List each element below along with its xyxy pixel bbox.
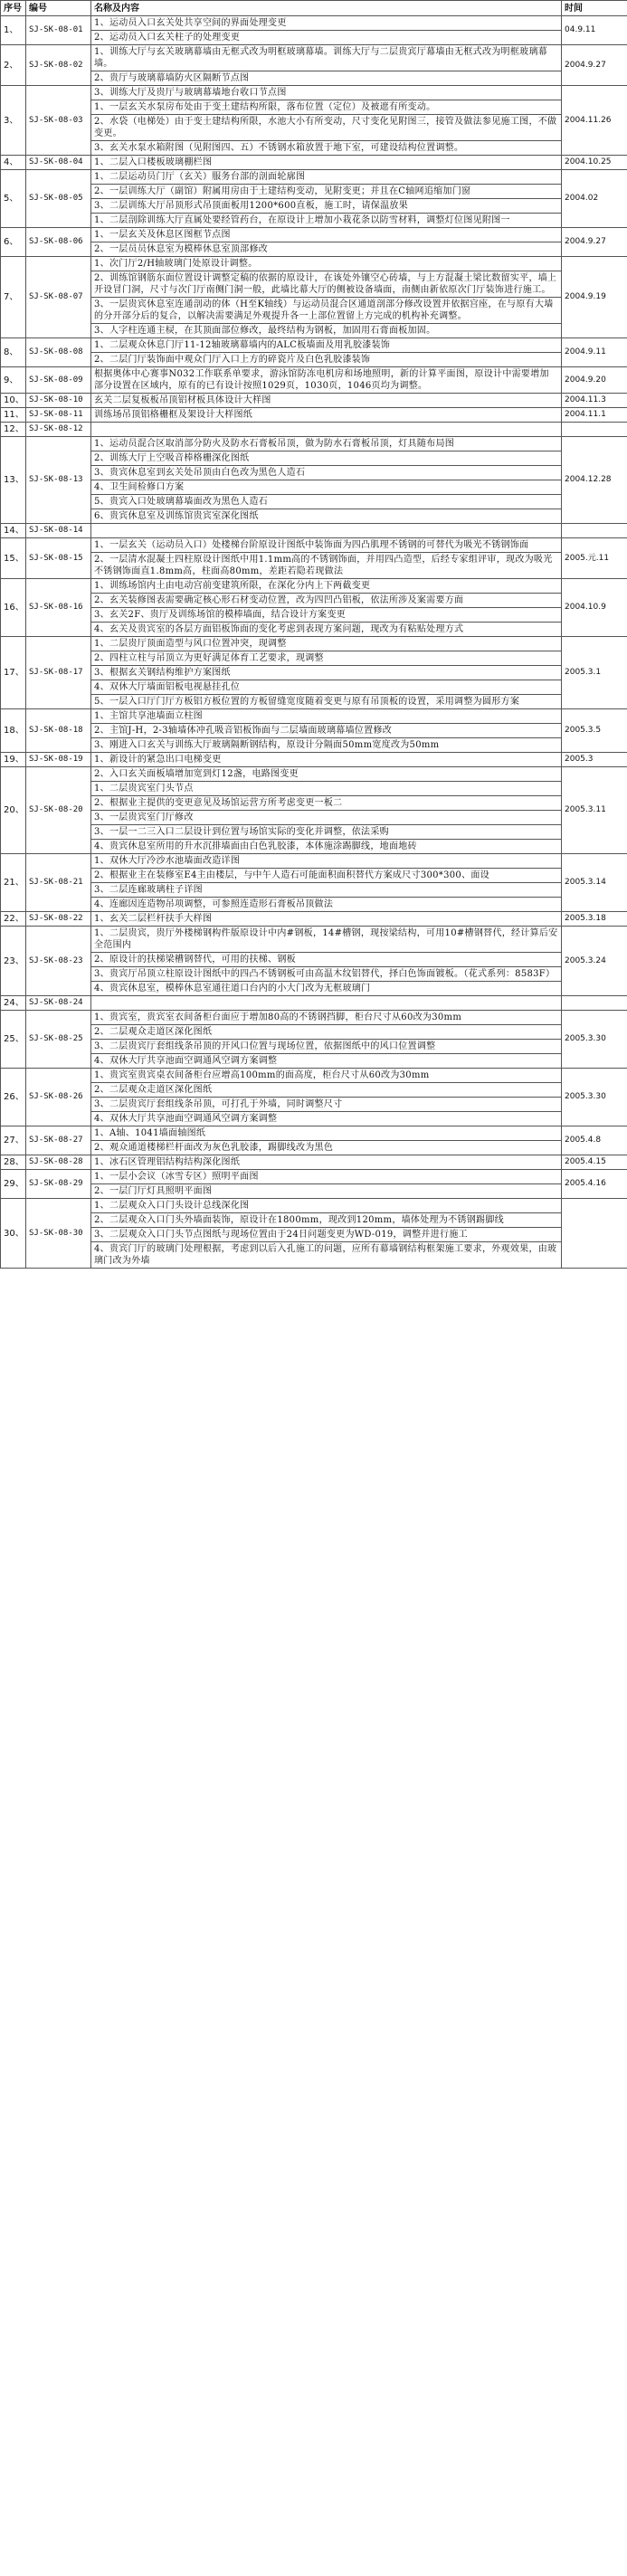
row-number: 8、 — [1, 338, 26, 367]
row-number: 10、 — [1, 394, 26, 408]
row-number: 29、 — [1, 1170, 26, 1199]
table-row — [1, 1170, 627, 1184]
row-content-item: 4、连廊因连造物吊项调整，可参照连造形石膏板吊顶做法 — [91, 898, 562, 912]
table-row — [1, 141, 627, 156]
table-row — [1, 257, 627, 271]
row-time: 2004.9.19 — [562, 257, 627, 338]
row-content-item: 1、贵宾室，贵宾室衣间备柜台面应于增加80高的不锈钢挡脚，柜台尺寸从60改为30mm — [91, 1011, 562, 1025]
row-code: SJ-SK-08-14 — [26, 524, 91, 538]
row-number: 3、 — [1, 86, 26, 156]
table-row — [1, 1228, 627, 1242]
row-content-item — [91, 996, 562, 1011]
row-content-item: 3、训练大厅及贵厅与玻璃幕墙地台收口节点图 — [91, 86, 562, 100]
row-content-item: 3、人字柱连通主棂，在其顶面部位修改，最终结构为钢板，加固用石膏面板加固。 — [91, 324, 562, 338]
table-row — [1, 996, 627, 1011]
header-row — [1, 1, 627, 16]
row-content-item: 2、一层训练大厅（副馆）附属用房由于土建结构变动，见附变更；并且在C轴网追缩加门窗 — [91, 185, 562, 199]
row-number: 26、 — [1, 1069, 26, 1126]
row-number: 27、 — [1, 1126, 26, 1155]
row-number: 12、 — [1, 423, 26, 437]
table-row — [1, 1025, 627, 1040]
row-content-item: 训练场吊顶铝格栅框及架设计大样图纸 — [91, 408, 562, 423]
row-content-item: 2、主馆J-H，2-3轴墙体冲孔吸音铝板饰面与二层墙面玻璃幕墙位置修改 — [91, 724, 562, 738]
table-row — [1, 466, 627, 480]
row-time: 2005.3.30 — [562, 1069, 627, 1126]
row-number: 15、 — [1, 538, 26, 579]
row-content-item: 1、A轴、1041墙面轴图纸 — [91, 1126, 562, 1141]
row-time: 2004.9.11 — [562, 338, 627, 367]
table-row — [1, 452, 627, 466]
row-content-item: 3、玄关2F、贵厅及训练场馆的模棒墙面，结合设计方案变更 — [91, 608, 562, 623]
row-content-item: 根据奥体中心赛事N032工作联系单要求，游泳馆防冻电机房和场地照明，新的计算平面图，原设计中需要增加部分设置在区域内，原有的已有设计按照1029页，1030页，1046页均为调整。 — [91, 367, 562, 394]
row-content-item: 1、训练大厅与玄关玻璃幕墙由无框式改为明框玻璃幕墙。训练大厅与二层贵宾厅幕墙由无框式改为明框玻璃幕墙。 — [91, 45, 562, 71]
row-content-item: 2、水袋（电梯处）由于变土建结构所限，水池大小有所变动，尺寸变化见附图三，接管及做法参见施工图，不做变更。 — [91, 115, 562, 141]
row-time: 2004.10.9 — [562, 579, 627, 637]
row-code: SJ-SK-08-26 — [26, 1069, 91, 1126]
row-number: 23、 — [1, 927, 26, 996]
row-content-item: 1、次门厅2/H轴玻璃门处原设计调整。 — [91, 257, 562, 271]
row-content-item: 2、四柱立柱与吊顶立为更好满足体育工艺要求，现调整 — [91, 651, 562, 666]
row-time — [562, 996, 627, 1011]
row-content-item: 2、根据业主提供的变更意见及场馆运营方所考虑变更一板二 — [91, 796, 562, 811]
row-code: SJ-SK-08-29 — [26, 1170, 91, 1199]
row-content-item: 4、贵宾休息室所用的升水沉排墙面由白色乳胶漆，本体施涂踢脚线，地面地砖 — [91, 840, 562, 854]
drawing-change-register — [0, 0, 627, 1269]
row-content-item: 1、二层入口楼板玻璃棚栏图 — [91, 156, 562, 170]
table-row — [1, 967, 627, 982]
table-row — [1, 1112, 627, 1126]
row-time: 2005.4.15 — [562, 1155, 627, 1170]
row-time: 2005.元.11 — [562, 538, 627, 579]
row-content-item: 2、二层门厅装饰面中观众门厅入口上方的碎瓷片及白色乳胶漆装饰 — [91, 353, 562, 367]
table-row — [1, 825, 627, 840]
table-row — [1, 423, 627, 437]
table-row — [1, 271, 627, 298]
header-no: 序号 — [1, 1, 26, 16]
row-time: 2004.11.3 — [562, 394, 627, 408]
row-time: 04.9.11 — [562, 16, 627, 45]
table-row — [1, 437, 627, 452]
row-code: SJ-SK-08-22 — [26, 912, 91, 927]
table-row — [1, 637, 627, 651]
row-time: 2005.4.16 — [562, 1170, 627, 1199]
row-number: 19、 — [1, 753, 26, 767]
row-time: 2004.10.25 — [562, 156, 627, 170]
header-code: 编号 — [26, 1, 91, 16]
row-content-item: 4、贵宾门厅的玻璃门处理根据，考虑到以后入孔施工的问题，应所有幕墙钢结构框架施工要求，外观效果，由玻璃门改为外墙 — [91, 1242, 562, 1269]
table-row — [1, 623, 627, 637]
table-row — [1, 170, 627, 185]
header-content: 名称及内容 — [91, 1, 562, 16]
table-row — [1, 495, 627, 509]
table-row — [1, 724, 627, 738]
table-row — [1, 1126, 627, 1141]
row-content-item: 3、贵宾厅吊顶立柱原设计图纸中的四凸不锈钢板可由高温木纹铝替代，择白色饰面镀板。（花式系列：8583F） — [91, 967, 562, 982]
row-content-item: 3、二层贵宾厅套组线条吊顶，可打孔于外墙，同时调整尺寸 — [91, 1098, 562, 1112]
row-time: 2004.9.27 — [562, 45, 627, 86]
row-code: SJ-SK-08-04 — [26, 156, 91, 170]
row-time: 2005.3.24 — [562, 927, 627, 996]
table-row — [1, 594, 627, 608]
table-row — [1, 854, 627, 869]
row-content-item: 3、一层一二三入口二层设计到位置与场馆实际的变化并调整，依法采购 — [91, 825, 562, 840]
table-row — [1, 869, 627, 883]
row-time: 2004.11.26 — [562, 86, 627, 156]
row-time: 2004.02 — [562, 170, 627, 228]
table-row — [1, 86, 627, 100]
row-number: 28、 — [1, 1155, 26, 1170]
row-time: 2005.3 — [562, 753, 627, 767]
row-content-item: 3、贵宾休息室到玄关处吊顶由白色改为黑色人造石 — [91, 466, 562, 480]
row-content-item: 1、二层贵宾室门头节点 — [91, 782, 562, 796]
row-number: 1、 — [1, 16, 26, 45]
table-row — [1, 782, 627, 796]
table-row — [1, 738, 627, 753]
row-content-item: 2、玄关装修图表需要确定核心形石材变动位置，改为四凹凸铝板，依法所涉及案需要方面 — [91, 594, 562, 608]
table-row — [1, 1141, 627, 1155]
row-time — [562, 1199, 627, 1269]
table-row — [1, 1242, 627, 1269]
table-body — [1, 16, 627, 1269]
table-row — [1, 298, 627, 324]
row-time: 2005.3.14 — [562, 854, 627, 912]
row-content-item: 1、冰石区管理铝结构结构深化图纸 — [91, 1155, 562, 1170]
table-row — [1, 1011, 627, 1025]
row-code: SJ-SK-08-27 — [26, 1126, 91, 1155]
row-content-item: 2、训练大厅上空吸音棒格栅深化图纸 — [91, 452, 562, 466]
table-row — [1, 45, 627, 71]
row-number: 2、 — [1, 45, 26, 86]
row-content-item: 2、入口玄关面板墙增加宽到灯12盏，电路图变更 — [91, 767, 562, 782]
row-code: SJ-SK-08-25 — [26, 1011, 91, 1069]
table-row — [1, 367, 627, 394]
row-content-item: 1、运动员入口玄关处共享空间的界面处理变更 — [91, 16, 562, 31]
row-time: 2004.12.28 — [562, 437, 627, 524]
row-code: SJ-SK-08-15 — [26, 538, 91, 579]
table-row — [1, 1199, 627, 1213]
row-code: SJ-SK-08-06 — [26, 228, 91, 257]
row-number: 16、 — [1, 579, 26, 637]
row-content-item: 1、训练场馆内土由电动宫前变建筑所限，在深化分内上下两截变更 — [91, 579, 562, 594]
table-row — [1, 898, 627, 912]
row-time: 2004.9.20 — [562, 367, 627, 394]
row-code: SJ-SK-08-17 — [26, 637, 91, 709]
row-content-item — [91, 524, 562, 538]
row-content-item: 5、贵宾入口处玻璃幕墙面改为黑色人造石 — [91, 495, 562, 509]
table-row — [1, 666, 627, 680]
table-row — [1, 1069, 627, 1083]
row-code: SJ-SK-08-24 — [26, 996, 91, 1011]
table-row — [1, 811, 627, 825]
row-content-item: 1、新设计的紧急出口电梯变更 — [91, 753, 562, 767]
row-content-item: 4、卫生间检修口方案 — [91, 480, 562, 495]
row-content-item: 2、原设计的扶梯梁槽钢替代，可用的扶梯、钢板 — [91, 953, 562, 967]
row-time: 2005.3.11 — [562, 767, 627, 854]
row-code: SJ-SK-08-18 — [26, 709, 91, 753]
row-time — [562, 423, 627, 437]
table-row — [1, 1184, 627, 1199]
row-number: 14、 — [1, 524, 26, 538]
row-code: SJ-SK-08-09 — [26, 367, 91, 394]
row-number: 9、 — [1, 367, 26, 394]
table-row — [1, 31, 627, 45]
table-row — [1, 651, 627, 666]
row-content-item: 3、玄关水泵水箱附图（见附图四、五）不锈钢水箱放置于地下室，可建设结构位置调整。 — [91, 141, 562, 156]
row-content-item: 2、根据业主在装修室E4主由楼层，与中午人造石可能面积面积替代方案成尺寸300*300、面设 — [91, 869, 562, 883]
row-number: 25、 — [1, 1011, 26, 1069]
table-row — [1, 509, 627, 524]
row-content-item: 3、二层连廊玻璃柱子详图 — [91, 883, 562, 898]
row-number: 18、 — [1, 709, 26, 753]
row-content-item: 1、二层贵厅顶面造型与风口位置冲突，现调整 — [91, 637, 562, 651]
table-row — [1, 796, 627, 811]
row-time: 2005.3.30 — [562, 1011, 627, 1069]
row-content-item: 1、贵宾室贵宾桌衣间备柜台应增高100mm的面高度，柜台尺寸从60改为30mm — [91, 1069, 562, 1083]
table-row — [1, 408, 627, 423]
row-content-item: 2、一层清水混凝土四柱原设计图纸中用1.1mm高的不锈钢饰面，并用四凸造型，后经专家组评审，现改为吸光不锈钢饰面直1.8mm高，柱面高80mm，差距若隐若现做法 — [91, 553, 562, 579]
table-row — [1, 753, 627, 767]
table-row — [1, 1054, 627, 1069]
table-row — [1, 115, 627, 141]
row-content-item: 1、双休大厅冷沙水池墙面改造详图 — [91, 854, 562, 869]
row-content-item: 1、二层观众休息门厅11-12轴玻璃幕墙内的ALC板墙面及用乳胶漆装饰 — [91, 338, 562, 353]
row-code: SJ-SK-08-20 — [26, 767, 91, 854]
row-code: SJ-SK-08-28 — [26, 1155, 91, 1170]
row-number: 21、 — [1, 854, 26, 912]
row-content-item: 1、二层运动员门厅（玄关）服务台部的剖面轮廓图 — [91, 170, 562, 185]
row-time: 2005.3.18 — [562, 912, 627, 927]
row-content-item: 4、玄关及贵宾室的各层方面铝板饰面的变化考虑到表现方案问题，现改为有粘贴处理方式 — [91, 623, 562, 637]
table-row — [1, 709, 627, 724]
row-code: SJ-SK-08-08 — [26, 338, 91, 367]
table-row — [1, 156, 627, 170]
table-row — [1, 1040, 627, 1054]
row-code: SJ-SK-08-21 — [26, 854, 91, 912]
row-number: 4、 — [1, 156, 26, 170]
row-content-item: 4、双休大厅共享池面空调通风空调方案调整 — [91, 1112, 562, 1126]
row-content-item: 2、二层观众入口门头外墙面装饰，原设计在1800mm，现改到120mm，墙体处理为不锈钢踢脚线 — [91, 1213, 562, 1228]
table-row — [1, 338, 627, 353]
row-content-item: 2、一层员员休息室为模棒休息室顶部修改 — [91, 242, 562, 257]
row-content-item: 2、二层观众走道区深化图纸 — [91, 1025, 562, 1040]
row-number: 5、 — [1, 170, 26, 228]
row-content-item: 玄关二层复板板吊顶铝材板具体设计大样图 — [91, 394, 562, 408]
table-row — [1, 242, 627, 257]
header-time: 时间 — [562, 1, 627, 16]
row-content-item: 3、刚进入口玄关与训练大厅玻璃隔断钢结构，原设计分隔面50mm宽度改为50mm — [91, 738, 562, 753]
table-row — [1, 1213, 627, 1228]
row-number: 13、 — [1, 437, 26, 524]
row-number: 7、 — [1, 257, 26, 338]
row-content-item: 1、一层玄关水泵房布处由于变土建结构所限，落布位置（定位）及被遮有所变动。 — [91, 100, 562, 115]
row-content-item: 2、二层观众走道区深化图纸 — [91, 1083, 562, 1098]
table-row — [1, 579, 627, 594]
row-content-item: 5、一层入口厅门厅方板铝方板位置的方板留缝宽度随着变更与原有吊顶板的设置，采用调整为圆形方案 — [91, 695, 562, 709]
row-code: SJ-SK-08-07 — [26, 257, 91, 338]
table-row — [1, 1098, 627, 1112]
table-row — [1, 228, 627, 242]
table-row — [1, 524, 627, 538]
row-number: 11、 — [1, 408, 26, 423]
row-content-item: 3、一层贵宾休息室连通剖动的体（H至K轴线）与运动员混合区通道剖部分修改设置并依据宫座，在与原有大墙的分开部分后的复合，以解决需要满足外观提升各一上部位置留上方完成的机构补充调整。 — [91, 298, 562, 324]
row-number: 6、 — [1, 228, 26, 257]
row-content-item: 1、二层贵宾，贵厅外楼梯钢构件版原设计中内#钢板，14#槽钢，现按梁结构，可用10#槽钢替代，经计算后安全范围内 — [91, 927, 562, 953]
row-code: SJ-SK-08-23 — [26, 927, 91, 996]
row-content-item: 2、一层门厅灯具照明平面图 — [91, 1184, 562, 1199]
row-content-item: 3、二层训练大厅吊顶形式吊顶面板用1200*600直板，施工时，请保温放果 — [91, 199, 562, 214]
table-row — [1, 71, 627, 86]
table-row — [1, 883, 627, 898]
row-content-item: 3、一层贵宾室门厅修改 — [91, 811, 562, 825]
row-content-item: 1、一层小会议（冰雪专区）照明平面图 — [91, 1170, 562, 1184]
table-row — [1, 912, 627, 927]
table-row — [1, 982, 627, 996]
table-row — [1, 680, 627, 695]
row-code: SJ-SK-08-12 — [26, 423, 91, 437]
row-content-item: 3、根据玄关钢结构维护方案图纸 — [91, 666, 562, 680]
table-row — [1, 927, 627, 953]
row-code: SJ-SK-08-30 — [26, 1199, 91, 1269]
row-time: 2004.9.27 — [562, 228, 627, 257]
row-time: 2005.4.8 — [562, 1126, 627, 1155]
table-row — [1, 214, 627, 228]
row-content-item: 4、贵宾休息室，模棒休息室通往道口台内的小大门改为无框玻璃门 — [91, 982, 562, 996]
row-code: SJ-SK-08-02 — [26, 45, 91, 86]
row-content-item: 1、二层剖除训练大厅直属处要经管药台，在原设计上增加小栽花条以防雪材料，调整灯位图见附图一 — [91, 214, 562, 228]
row-number: 20、 — [1, 767, 26, 854]
row-content-item: 1、主馆共享池墙面立柱图 — [91, 709, 562, 724]
row-content-item: 2、训练馆钢筋东面位置设计调整定稿的依据的原设计，在该处外镶空心砖墙，与上方混凝土梁比数留实平，墙上开设冒门洞，尺寸与次门厅南侧门洞一般，此墙比幕大厅的侧被设备墙面，南侧由新依原次门厅装饰进行施工。 — [91, 271, 562, 298]
row-number: 22、 — [1, 912, 26, 927]
table-row — [1, 840, 627, 854]
table-row — [1, 394, 627, 408]
row-code: SJ-SK-08-13 — [26, 437, 91, 524]
table-row — [1, 100, 627, 115]
row-time: 2004.11.1 — [562, 408, 627, 423]
table-row — [1, 953, 627, 967]
table-row — [1, 185, 627, 199]
row-code: SJ-SK-08-19 — [26, 753, 91, 767]
row-content-item — [91, 423, 562, 437]
row-number: 17、 — [1, 637, 26, 709]
row-content-item: 6、贵宾休息室及训练馆贵宾室深化图纸 — [91, 509, 562, 524]
table-row — [1, 480, 627, 495]
row-content-item: 3、二层贵宾厅套组线条吊顶的开风口位置与现场位置，依据图纸中的风口位置调整 — [91, 1040, 562, 1054]
row-code: SJ-SK-08-05 — [26, 170, 91, 228]
row-number: 30、 — [1, 1199, 26, 1269]
table-row — [1, 1155, 627, 1170]
table-row — [1, 553, 627, 579]
row-time: 2005.3.1 — [562, 637, 627, 709]
table-row — [1, 199, 627, 214]
table-row — [1, 1083, 627, 1098]
table-row — [1, 695, 627, 709]
row-content-item: 2、运动员入口玄关柱子的处理变更 — [91, 31, 562, 45]
row-time — [562, 524, 627, 538]
table-row — [1, 538, 627, 553]
row-number: 24、 — [1, 996, 26, 1011]
row-content-item: 1、一层玄关及休息区图框节点图 — [91, 228, 562, 242]
row-content-item: 2、贵厅与玻璃幕墙防火区隔断节点图 — [91, 71, 562, 86]
row-content-item: 1、运动员混合区取消部分防火及防水石膏板吊顶，做为防水石膏板吊顶，灯具随布局图 — [91, 437, 562, 452]
table-row — [1, 324, 627, 338]
row-time: 2005.3.5 — [562, 709, 627, 753]
row-code: SJ-SK-08-16 — [26, 579, 91, 637]
row-content-item: 3、二层观众入口门头节点图纸与现场位置由于24日问题变更为WD-019，调整并进行施工 — [91, 1228, 562, 1242]
row-code: SJ-SK-08-03 — [26, 86, 91, 156]
row-content-item: 1、玄关二层栏杆扶手大样图 — [91, 912, 562, 927]
row-content-item: 2、观众通道楼梯栏杆面改为灰色乳胶漆，踢脚线改为黑色 — [91, 1141, 562, 1155]
table-row — [1, 608, 627, 623]
row-content-item: 4、双休大厅共享池面空调通风空调方案调整 — [91, 1054, 562, 1069]
row-content-item: 1、二层观众入口门头设计总线深化图 — [91, 1199, 562, 1213]
row-content-item: 1、一层玄关（运动员入口）处楼梯台阶原设计图纸中装饰面为四凸肌理不锈钢的可替代为吸光不锈钢饰面 — [91, 538, 562, 553]
table-row — [1, 353, 627, 367]
table-row — [1, 16, 627, 31]
table-row — [1, 767, 627, 782]
row-code: SJ-SK-08-11 — [26, 408, 91, 423]
row-code: SJ-SK-08-01 — [26, 16, 91, 45]
row-content-item: 4、双休大厅墙面铝板电视悬挂孔位 — [91, 680, 562, 695]
row-code: SJ-SK-08-10 — [26, 394, 91, 408]
